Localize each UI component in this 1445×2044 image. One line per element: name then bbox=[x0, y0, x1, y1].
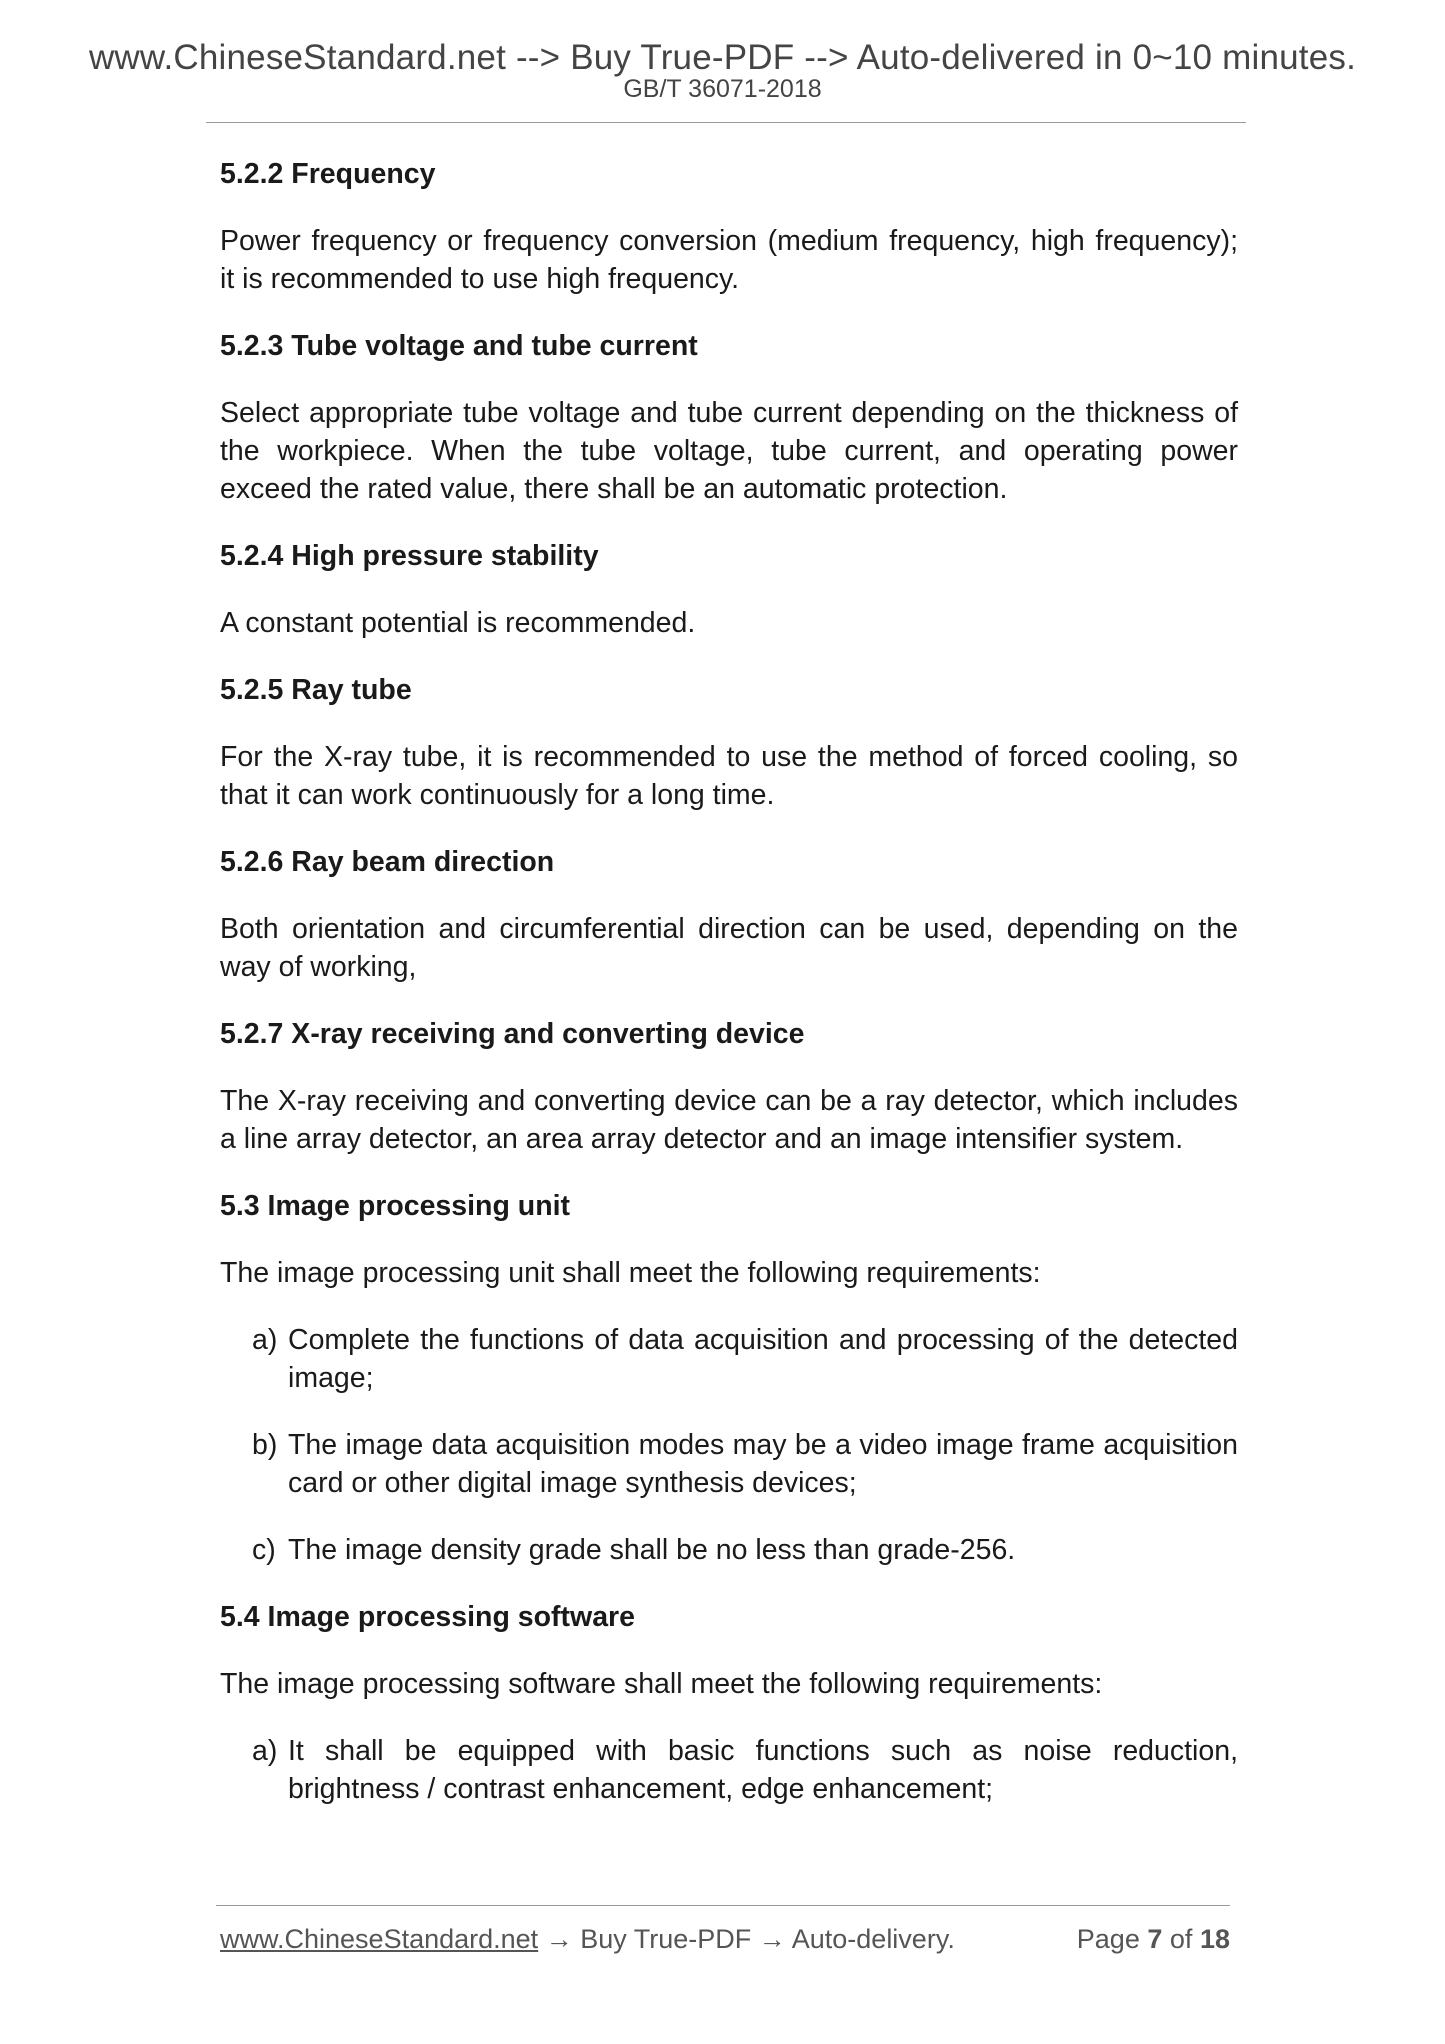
list-item-text: The image density grade shall be no less than grade-256. bbox=[288, 1534, 1016, 1566]
list-item bbox=[252, 1531, 1238, 1569]
total-pages: 18 bbox=[1199, 1924, 1230, 1954]
top-banner[interactable]: www.ChineseStandard.net --> Buy True-PDF --> Auto-delivered in 0~10 minutes. bbox=[88, 38, 1357, 77]
list-item-text: Complete the functions of data acquisition and processing of the detected image; bbox=[288, 1324, 1238, 1394]
footer-left bbox=[220, 1922, 955, 1956]
section-heading-5-2-3: 5.2.3 Tube voltage and tube current bbox=[220, 330, 698, 362]
section-text-5-4: The image processing software shall meet the following requirements: bbox=[220, 1668, 1103, 1700]
section-heading-5-2-5: 5.2.5 Ray tube bbox=[220, 674, 412, 706]
footer-tagline: → Buy True-PDF → Auto-delivery. bbox=[538, 1924, 955, 1954]
section-heading-5-3: 5.3 Image processing unit bbox=[220, 1190, 571, 1222]
page-indicator bbox=[1077, 1922, 1230, 1956]
section-heading-5-2-4: 5.2.4 High pressure stability bbox=[220, 540, 599, 572]
list-marker: c) bbox=[252, 1534, 276, 1566]
list-item bbox=[252, 1732, 1238, 1808]
list-item bbox=[252, 1426, 1238, 1502]
section-text-5-2-6: Both orientation and circumferential direction can be used, depending on the way of working, bbox=[220, 913, 1238, 983]
section-text-5-2-4: A constant potential is recommended. bbox=[220, 607, 696, 639]
section-heading-5-2-6: 5.2.6 Ray beam direction bbox=[220, 846, 555, 878]
document-id: GB/T 36071-2018 bbox=[623, 75, 822, 103]
list-item-text: The image data acquisition modes may be a video image frame acquisition card or other digital image synthesis devices; bbox=[288, 1429, 1238, 1499]
list-item bbox=[252, 1321, 1238, 1397]
section-text-5-2-7: The X-ray receiving and converting device can be a ray detector, which includes a line array detector, an area array detector and an image intensifier system. bbox=[220, 1085, 1238, 1155]
page-content bbox=[220, 155, 1238, 1837]
section-heading-5-2-7: 5.2.7 X-ray receiving and converting device bbox=[220, 1018, 805, 1050]
page-number: 7 bbox=[1147, 1924, 1163, 1954]
section-text-5-2-5: For the X-ray tube, it is recommended to use the method of forced cooling, so that it can work continuously for a long time. bbox=[220, 741, 1238, 811]
page-label: Page bbox=[1076, 1924, 1140, 1954]
section-text-5-2-2: Power frequency or frequency conversion (medium frequency, high frequency); it is recommended to use high frequency. bbox=[220, 225, 1238, 295]
list-item-text: It shall be equipped with basic functions such as noise reduction, brightness / contrast enhancement, edge enhancement; bbox=[288, 1735, 1238, 1805]
list-marker: a) bbox=[252, 1735, 278, 1767]
list-marker: a) bbox=[252, 1324, 278, 1356]
of-label: of bbox=[1169, 1924, 1193, 1954]
header-divider bbox=[206, 122, 1246, 123]
footer-site-link[interactable]: www.ChineseStandard.net bbox=[220, 1924, 539, 1954]
section-heading-5-2-2: 5.2.2 Frequency bbox=[220, 158, 436, 190]
list-marker: b) bbox=[252, 1429, 278, 1461]
section-text-5-2-3: Select appropriate tube voltage and tube current depending on the thickness of the workpiece. When the tube voltage, tube current, and operating power exceed the rated value, there shall be an automatic protection. bbox=[220, 397, 1238, 505]
footer-divider bbox=[216, 1905, 1230, 1906]
section-heading-5-4: 5.4 Image processing software bbox=[220, 1601, 635, 1633]
section-text-5-3: The image processing unit shall meet the following requirements: bbox=[220, 1257, 1041, 1289]
